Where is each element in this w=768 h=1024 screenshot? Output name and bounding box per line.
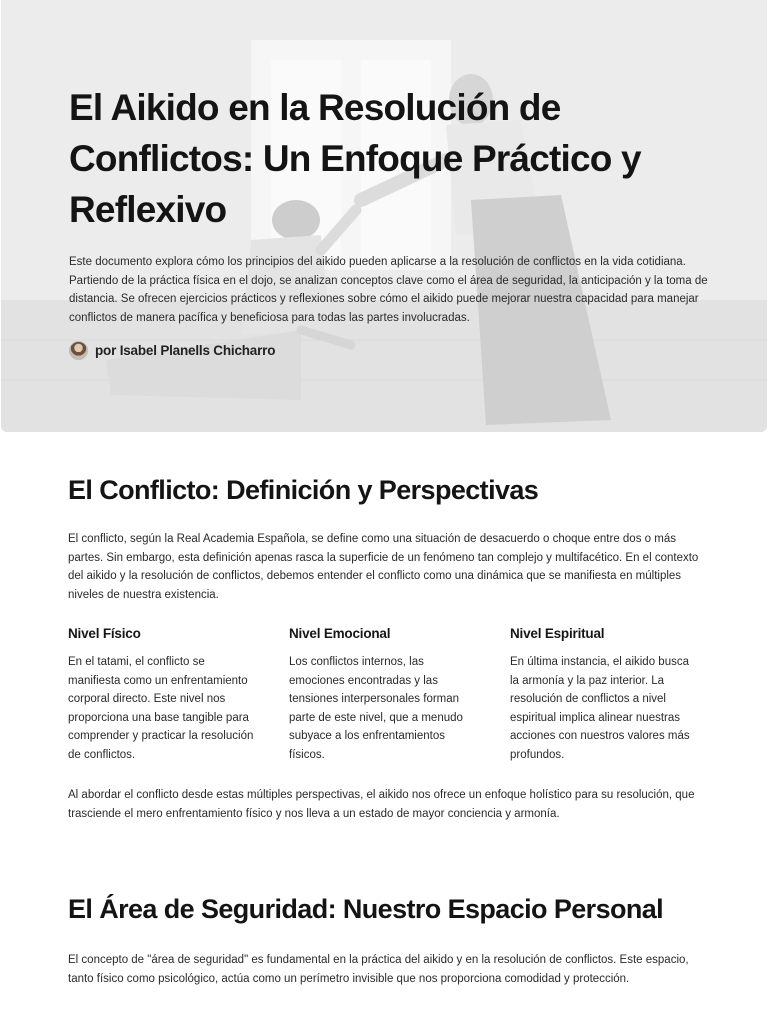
section-paragraph: Al abordar el conflicto desde estas múltiples perspectivas, el aikido nos ofrece un enfoque holístico para su resolución, que trasciende el mero enfrentamiento físico y nos lleva a un estado de mayor conciencia y armonía. (68, 789, 695, 820)
level-title: Nivel Físico (68, 626, 141, 641)
author-byline (69, 341, 709, 360)
level-text: En última instancia, el aikido busca la armonía y la paz interior. La resolución de conflictos a nivel espiritual implica alinear nuestras acciones con nuestros valores más profundos. (510, 656, 690, 761)
level-column-physical (68, 626, 255, 764)
level-title: Nivel Emocional (289, 626, 391, 641)
section-safety-area (0, 823, 768, 988)
level-text: Los conflictos internos, las emociones encontradas y las tensiones interpersonales forman parte de este nivel, que a menudo subyace a los enfrentamientos físicos. (289, 656, 463, 761)
level-column-emotional (289, 626, 476, 764)
hero-content (69, 82, 709, 360)
document-intro: Este documento explora cómo los principios del aikido pueden aplicarse a la resolución de conflictos en la vida cotidiana. Partiendo de la práctica física en el dojo, se analizan conceptos clave como el área de seguridad, la anticipación y la toma de distancia. Se ofrecen ejercicios prácticos y reflexiones sobre cómo el aikido puede mejorar nuestra capacidad para manejar conflictos de manera pacífica y beneficiosa para todas las partes involucradas. (69, 256, 708, 324)
level-column-spiritual (510, 626, 697, 764)
author-avatar (69, 341, 88, 360)
level-title: Nivel Espiritual (510, 626, 605, 641)
section-paragraph: El concepto de "área de seguridad" es fundamental en la práctica del aikido y en la resolución de conflictos. Este espacio, tanto físico como psicológico, actúa como un perímetro invisible que nos proporciona comodidad y protección. (68, 954, 689, 985)
document-title: El Aikido en la Resolución de Conflictos: Un Enfoque Práctico y Reflexivo (69, 87, 641, 230)
hero-banner (1, 0, 767, 432)
section-paragraph: El conflicto, según la Real Academia Española, se define como una situación de desacuerdo o choque entre dos o más partes. Sin embargo, esta definición apenas rasca la superficie de un fenómeno tan complejo y multifacético. En el contexto del aikido y la resolución de conflictos, debemos entender el conflicto como una dinámica que se manifiesta en múltiples niveles de nuestra existencia. (68, 533, 699, 601)
author-name: por Isabel Planells Chicharro (95, 343, 276, 358)
section-heading: El Área de Seguridad: Nuestro Espacio Personal (68, 894, 664, 924)
level-text: En el tatami, el conflicto se manifiesta como un enfrentamiento corporal directo. Este nivel nos proporciona una base tangible para comprender y practicar la resolución de conflictos. (68, 656, 254, 761)
section-heading: El Conflicto: Definición y Perspectivas (68, 475, 539, 505)
section-conflict (0, 432, 768, 823)
levels-columns (68, 626, 700, 764)
